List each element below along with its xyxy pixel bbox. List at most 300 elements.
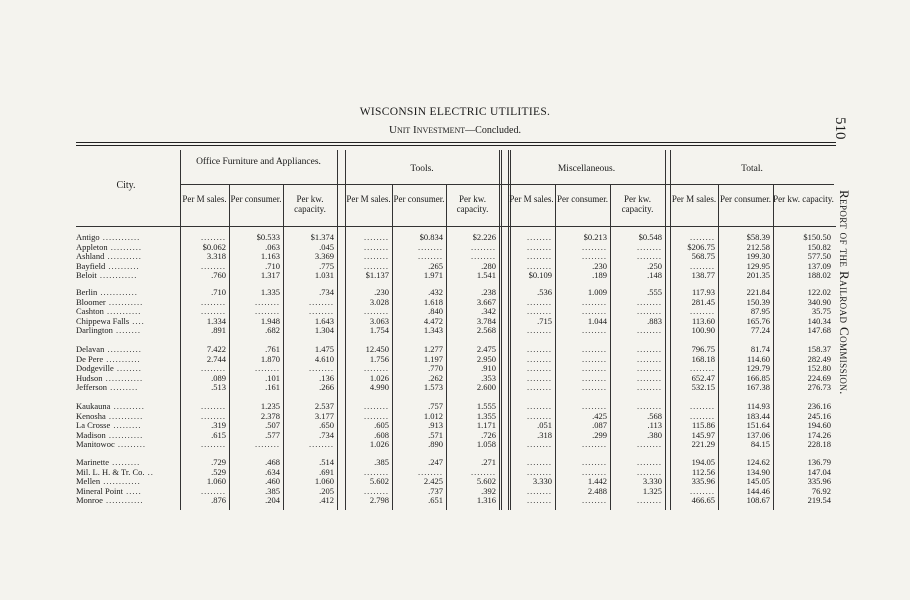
table-cell: 1.756	[369, 353, 389, 364]
table-cell: 568.75	[691, 251, 715, 262]
table-cell: .101	[265, 372, 280, 383]
table-cell: 335.96	[807, 476, 831, 487]
table-cell: 2.425	[423, 476, 443, 487]
table-cell: ........	[527, 260, 552, 271]
city-name	[76, 297, 143, 307]
table-cell: 281.45	[691, 296, 715, 307]
table-cell: $0.213	[583, 232, 607, 242]
table-cell: ........	[309, 363, 334, 374]
table-cell: .136	[319, 372, 334, 383]
city-label: Dodgeville	[76, 363, 114, 374]
table-cell: .536	[537, 287, 552, 297]
table-cell: ........	[201, 260, 226, 271]
table-cell: ........	[582, 401, 607, 411]
table-cell: ........	[690, 363, 715, 374]
city-name	[76, 382, 138, 392]
table-cell: 145.05	[746, 476, 770, 487]
table-cell: 2.798	[369, 495, 389, 506]
column-header: Per kw. capacity.	[621, 194, 654, 214]
table-cell: 152.80	[807, 363, 831, 374]
city-label: La Crosse	[76, 420, 111, 431]
column-header: Per consumer.	[230, 194, 282, 204]
city-label: Jefferson	[76, 382, 107, 393]
table-cell: ........	[527, 232, 552, 242]
table-cell: 1.009	[587, 287, 607, 297]
table-cell: ........	[418, 466, 443, 477]
table-cell: 4.990	[369, 382, 389, 393]
table-cell: ........	[309, 306, 334, 317]
table-cell: .605	[374, 420, 389, 431]
table-cell: .063	[265, 241, 280, 252]
table-cell: .770	[428, 363, 443, 374]
table-cell: ........	[582, 251, 607, 262]
table-cell: 144.46	[746, 485, 770, 496]
table-cell: ........	[582, 241, 607, 252]
city-label: Beloit	[76, 270, 97, 281]
city-name	[76, 457, 140, 467]
table-cell: 1.235	[260, 401, 280, 411]
table-cell: .913	[428, 420, 443, 431]
city-name	[76, 287, 138, 297]
table-cell: .876	[211, 495, 226, 506]
table-cell: .513	[211, 382, 226, 393]
leader-dots: .........	[109, 457, 141, 467]
table-cell: ........	[364, 306, 389, 317]
table-cell: 1.304	[314, 325, 334, 336]
table-cell: .250	[647, 260, 662, 271]
city-name	[76, 430, 143, 440]
table-cell: 201.35	[746, 270, 770, 281]
city-label: Bayfield	[76, 260, 106, 271]
table-cell: .571	[428, 429, 443, 440]
table-cell: 1.643	[314, 315, 334, 326]
table-cell: .734	[319, 287, 334, 297]
table-cell: .432	[428, 287, 443, 297]
table-cell: 147.68	[807, 325, 831, 336]
table-cell: ........	[527, 382, 552, 393]
table-cell: ........	[418, 241, 443, 252]
table-cell: 1.325	[642, 485, 662, 496]
table-cell: 1.026	[369, 372, 389, 383]
leader-dots: ............	[96, 270, 138, 281]
table-cell: 532.15	[691, 382, 715, 393]
table-cell: 577.50	[807, 251, 831, 262]
table-cell: 35.75	[811, 306, 831, 317]
table-cell: ........	[255, 296, 280, 307]
table-cell: .775	[319, 260, 334, 271]
leader-dots: ...........	[104, 344, 142, 354]
table-cell: .189	[592, 270, 607, 281]
city-name	[76, 306, 141, 316]
column-header: Per M sales.	[671, 194, 717, 204]
table-cell: 1.948	[260, 315, 280, 326]
table-cell: 137.09	[807, 260, 831, 271]
leader-dots: ............	[102, 495, 144, 506]
city-name	[76, 363, 142, 373]
table-cell: 147.04	[807, 466, 831, 477]
table-cell: 158.37	[807, 344, 831, 354]
table-cell: 1.971	[423, 270, 443, 281]
table-cell: ........	[201, 439, 226, 450]
table-cell: ........	[527, 495, 552, 506]
table-cell: ........	[471, 466, 496, 477]
table-cell: .161	[265, 382, 280, 393]
table-cell: ........	[690, 232, 715, 242]
table-cell: 1.060	[314, 476, 334, 487]
table-cell: 2.950	[476, 353, 496, 364]
city-label: Appleton	[76, 241, 108, 252]
table-cell: 1.618	[423, 296, 443, 307]
table-cell: ........	[637, 401, 662, 411]
table-cell: 1.335	[260, 287, 280, 297]
column-header: Per kw. capacity.	[456, 194, 489, 214]
table-cell: ........	[637, 353, 662, 364]
table-cell: .247	[428, 457, 443, 467]
table-cell: ........	[527, 439, 552, 450]
city-label: Bloomer	[76, 296, 106, 307]
table-cell: ........	[582, 466, 607, 477]
table-cell: .468	[265, 457, 280, 467]
table-cell: ........	[637, 296, 662, 307]
table-cell: .205	[319, 485, 334, 496]
table-cell: 165.76	[746, 315, 770, 326]
table-cell: 188.02	[807, 270, 831, 281]
table-cell: .555	[647, 287, 662, 297]
table-cell: .148	[647, 270, 662, 281]
city-name	[76, 344, 142, 354]
table-cell: ........	[527, 457, 552, 467]
table-cell: .319	[211, 420, 226, 431]
table-cell: $0.109	[528, 270, 552, 281]
leader-dots: ...........	[105, 429, 144, 440]
table-cell: ........	[527, 363, 552, 374]
table-cell: 5.602	[369, 476, 389, 487]
leader-dots: ............	[102, 372, 144, 383]
table-cell: 115.86	[691, 420, 715, 431]
table-cell: 4.472	[423, 315, 443, 326]
table-cell: ........	[690, 306, 715, 317]
column-header: Per M sales.	[346, 194, 391, 204]
table-cell: 1.197	[423, 353, 443, 364]
table-cell: .460	[265, 476, 280, 487]
table-cell: ........	[690, 260, 715, 271]
table-cell: .737	[428, 485, 443, 496]
table-cell: ........	[364, 241, 389, 252]
table-cell: ........	[364, 232, 389, 242]
table-cell: 2.488	[587, 485, 607, 496]
table-cell: .113	[647, 420, 662, 431]
table-cell: .342	[481, 306, 496, 317]
table-cell: .757	[428, 401, 443, 411]
city-label: Mineral Point	[76, 485, 123, 496]
table-cell: 1.870	[260, 353, 280, 364]
table-cell: 1.442	[587, 476, 607, 487]
city-name	[76, 495, 144, 505]
table-cell: 212.58	[746, 241, 770, 252]
table-cell: ........	[201, 485, 226, 496]
table-cell: .651	[428, 495, 443, 506]
table-cell: 2.600	[476, 382, 496, 393]
table-cell: 138.77	[691, 270, 715, 281]
table-cell: ........	[527, 306, 552, 317]
table-cell: 3.330	[532, 476, 552, 487]
table-cell: 134.90	[746, 466, 770, 477]
table-cell: 87.95	[750, 306, 770, 317]
table-cell: ........	[582, 353, 607, 364]
table-cell: 3.318	[206, 251, 226, 262]
table-cell: .299	[592, 429, 607, 440]
table-cell: 114.93	[746, 401, 770, 411]
table-cell: 2.475	[476, 344, 496, 354]
table-cell: 652.47	[691, 372, 715, 383]
table-cell: .265	[428, 260, 443, 271]
table-cell: 150.39	[746, 296, 770, 307]
city-label: De Pere	[76, 353, 104, 364]
table-cell: ........	[364, 410, 389, 421]
table-cell: 1.012	[423, 410, 443, 421]
table-cell: ........	[637, 241, 662, 252]
city-name	[76, 270, 137, 280]
table-cell: ........	[471, 251, 496, 262]
table-cell: ........	[364, 401, 389, 411]
city-name	[76, 232, 140, 242]
table-cell: 167.38	[746, 382, 770, 393]
column-header: Per consumer.	[720, 194, 771, 204]
table-cell: 219.54	[807, 495, 831, 506]
leader-dots: .....	[122, 485, 142, 496]
group-header: Office Furniture and Appliances.	[196, 157, 321, 167]
table-cell: 2.744	[206, 353, 226, 364]
table-cell: .650	[319, 420, 334, 431]
table-cell: 1.316	[476, 495, 496, 506]
table-cell: ........	[201, 306, 226, 317]
leader-dots: .........	[114, 439, 146, 450]
table-cell: ........	[637, 495, 662, 506]
leader-dots: ...........	[105, 410, 144, 421]
column-header: Per M sales.	[182, 194, 227, 204]
table-cell: 3.330	[642, 476, 662, 487]
table-cell: $0.548	[638, 232, 662, 242]
table-cell: ........	[527, 485, 552, 496]
table-cell: 174.26	[807, 429, 831, 440]
table-cell: .514	[319, 457, 334, 467]
table-cell: 168.18	[691, 353, 715, 364]
table-cell: .353	[481, 372, 496, 383]
table-cell: ........	[527, 325, 552, 336]
leader-dots: ..	[144, 466, 154, 477]
table-cell: 7.422	[206, 344, 226, 354]
table-cell: 122.02	[807, 287, 831, 297]
table-cell: ........	[637, 466, 662, 477]
table-cell: .045	[319, 241, 334, 252]
page-number: 510	[832, 117, 848, 140]
table-cell: .760	[211, 270, 226, 281]
table-cell: $1.137	[365, 270, 389, 281]
leader-dots: ..........	[107, 241, 143, 252]
table-cell: 1.277	[423, 344, 443, 354]
table-cell: .710	[265, 260, 280, 271]
table-cell: .280	[481, 260, 496, 271]
table-cell: 113.60	[691, 315, 715, 326]
table-cell: .425	[592, 410, 607, 421]
table-cell: 81.74	[750, 344, 770, 354]
column-header: Per kw. capacity.	[294, 194, 326, 214]
table-cell: 796.75	[691, 344, 715, 354]
table-cell: $0.062	[202, 241, 226, 252]
city-name	[76, 486, 142, 496]
column-header: Per M sales.	[509, 194, 554, 204]
city-label: Chippewa Falls	[76, 315, 130, 326]
leader-dots: ...........	[103, 306, 142, 317]
table-cell: 1.171	[476, 420, 496, 431]
table-cell: ........	[527, 241, 552, 252]
table-cell: 140.34	[807, 315, 831, 326]
subtitle-main: Unit Investment	[389, 124, 466, 136]
table-cell: .412	[319, 495, 334, 506]
table-cell: 100.90	[691, 325, 715, 336]
table-cell: ........	[364, 251, 389, 262]
table-cell: .734	[319, 429, 334, 440]
table-cell: ........	[582, 344, 607, 354]
city-name	[76, 354, 141, 364]
city-label: Madison	[76, 429, 106, 440]
table-cell: .910	[481, 363, 496, 374]
table-cell: .726	[481, 429, 496, 440]
table-cell: .729	[211, 457, 226, 467]
table-cell: 194.05	[691, 457, 715, 467]
city-label: Manitowoc	[76, 439, 115, 450]
table-cell: 129.95	[746, 260, 770, 271]
table-cell: 112.56	[691, 466, 715, 477]
city-label: Kenosha	[76, 410, 106, 421]
city-label: Kaukauna	[76, 401, 111, 411]
table-cell: 1.541	[476, 270, 496, 281]
city-name	[76, 251, 142, 261]
table-cell: .392	[481, 485, 496, 496]
table-cell: .385	[265, 485, 280, 496]
table-cell: .840	[428, 306, 443, 317]
table-cell: ........	[309, 296, 334, 307]
subtitle-suffix: —Concluded.	[465, 125, 521, 136]
table-cell: ........	[582, 382, 607, 393]
table-cell: ........	[637, 363, 662, 374]
table-cell: $150.50	[803, 232, 831, 242]
table-cell: .266	[319, 382, 334, 393]
table-cell: 194.60	[807, 420, 831, 431]
leader-dots: ....	[129, 315, 145, 326]
city-name	[76, 373, 143, 383]
table-cell: .682	[265, 325, 280, 336]
table-cell: ........	[201, 296, 226, 307]
table-cell: ........	[690, 401, 715, 411]
table-cell: 466.65	[691, 495, 715, 506]
table-cell: ........	[527, 401, 552, 411]
table-cell: 335.96	[691, 476, 715, 487]
leader-dots: ...........	[104, 251, 142, 262]
table-cell: 340.90	[807, 296, 831, 307]
table-cell: 1.475	[314, 344, 334, 354]
city-label: Mil. L. H. & Tr. Co.	[76, 466, 145, 477]
city-label: Delavan	[76, 344, 105, 354]
table-cell: 151.64	[746, 420, 770, 431]
table-cell: .715	[537, 315, 552, 326]
city-name	[76, 316, 145, 326]
table-cell: 221.29	[691, 439, 715, 450]
table-cell: ........	[582, 457, 607, 467]
table-cell: 2.537	[314, 401, 334, 411]
table-cell: ........	[637, 457, 662, 467]
city-name	[76, 411, 143, 421]
table-cell: .385	[374, 457, 389, 467]
table-cell: ........	[637, 251, 662, 262]
table-cell: 1.044	[587, 315, 607, 326]
table-cell: 245.16	[807, 410, 831, 421]
group-header: Total.	[741, 164, 763, 174]
table-cell: 129.79	[746, 363, 770, 374]
table-cell: ........	[471, 241, 496, 252]
table-cell: ........	[582, 372, 607, 383]
column-header: Per consumer.	[393, 194, 445, 204]
table-cell: ........	[364, 485, 389, 496]
table-cell: 1.754	[369, 325, 389, 336]
city-name	[76, 467, 154, 477]
table-cell: 5.602	[476, 476, 496, 487]
table-cell: ........	[690, 410, 715, 421]
leader-dots: ............	[97, 287, 138, 297]
table-cell: .507	[265, 420, 280, 431]
table-cell: ........	[309, 439, 334, 450]
table-cell: .262	[428, 372, 443, 383]
table-cell: $2.226	[472, 232, 496, 242]
group-header: Miscellaneous.	[557, 164, 616, 174]
city-name	[76, 401, 145, 411]
table-cell: ........	[637, 439, 662, 450]
table-cell: ........	[418, 251, 443, 262]
city-name	[76, 242, 142, 252]
table-cell: .318	[537, 429, 552, 440]
table-cell: 3.028	[369, 296, 389, 307]
table-cell: .380	[647, 429, 662, 440]
city-name	[76, 439, 146, 449]
table-cell: ........	[364, 363, 389, 374]
table-cell: .238	[481, 287, 496, 297]
table-cell: 117.93	[691, 287, 715, 297]
table-cell: .087	[592, 420, 607, 431]
city-name	[76, 261, 140, 271]
table-cell: 124.62	[746, 457, 770, 467]
table-cell: 199.30	[746, 251, 770, 262]
table-cell: ........	[582, 439, 607, 450]
table-cell: .608	[374, 429, 389, 440]
table-cell: .230	[374, 287, 389, 297]
table-cell: 2.378	[260, 410, 280, 421]
table-cell: $0.533	[256, 232, 280, 242]
table-cell: 224.69	[807, 372, 831, 383]
table-cell: .051	[537, 420, 552, 431]
table-cell: ........	[637, 306, 662, 317]
table-cell: .883	[647, 315, 662, 326]
column-header: Per consumer.	[557, 194, 608, 204]
table-cell: ........	[201, 363, 226, 374]
table-cell: ........	[582, 306, 607, 317]
table-cell: ........	[637, 382, 662, 393]
table-cell: 114.60	[746, 353, 770, 364]
table-cell: 276.73	[807, 382, 831, 393]
table-cell: $206.75	[687, 241, 715, 252]
table-cell: .529	[211, 466, 226, 477]
table-cell: .230	[592, 260, 607, 271]
table-cell: ........	[255, 363, 280, 374]
